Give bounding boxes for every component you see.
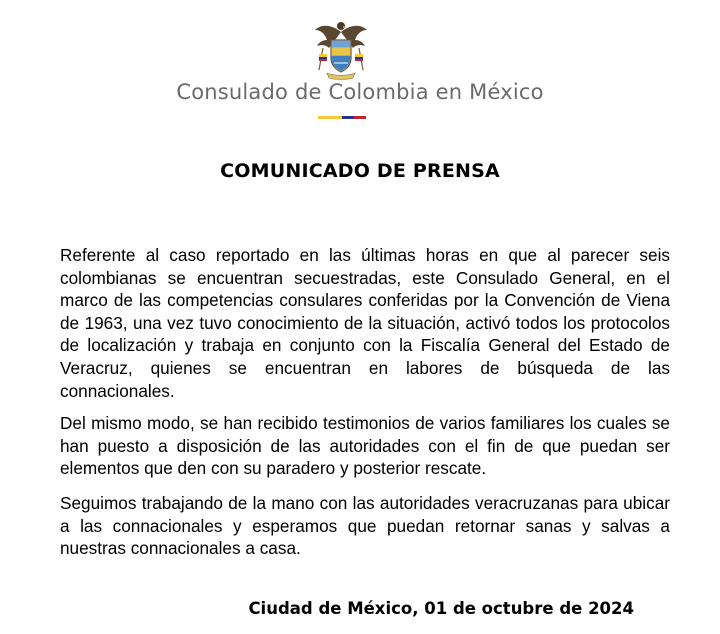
- body-paragraph: Seguimos trabajando de la mano con las autoridades veracruzanas para ubicar a las connacionales y esperamos que puedan retornar sanas y salvas a nuestras connacionales a casa.: [60, 493, 670, 559]
- place-and-date: Ciudad de México, 01 de octubre de 2024: [248, 599, 634, 618]
- flag-blue-stripe: [342, 116, 354, 119]
- body-paragraph: Referente al caso reportado en las últimas horas en que al parecer seis colombianas se encuentran secuestradas, este Consulado General, en el marco de las competencias consulares conferidas por la Convención de Viena de 1963, una vez tuvo conocimiento de la situación, activó todos los protocolos de localización y trabaja en conjunto con la Fiscalía General del Estado de Veracruz, quienes se encuentran en labores de búsqueda de las connacionales.: [60, 245, 670, 401]
- body-paragraph: Del mismo modo, se han recibido testimonios de varios familiares los cuales se han puesto a disposición de las autoridades con el fin de que puedan ser elementos que den con su paradero y posterior rescate.: [60, 413, 670, 479]
- consulate-name: Consulado de Colombia en México: [176, 80, 544, 104]
- flag-yellow-stripe: [318, 116, 342, 119]
- coat-of-arms-logo: [313, 18, 369, 80]
- document-title: COMUNICADO DE PRENSA: [220, 160, 500, 182]
- flag-red-stripe: [354, 116, 366, 119]
- colombia-flag-bar: [318, 116, 366, 119]
